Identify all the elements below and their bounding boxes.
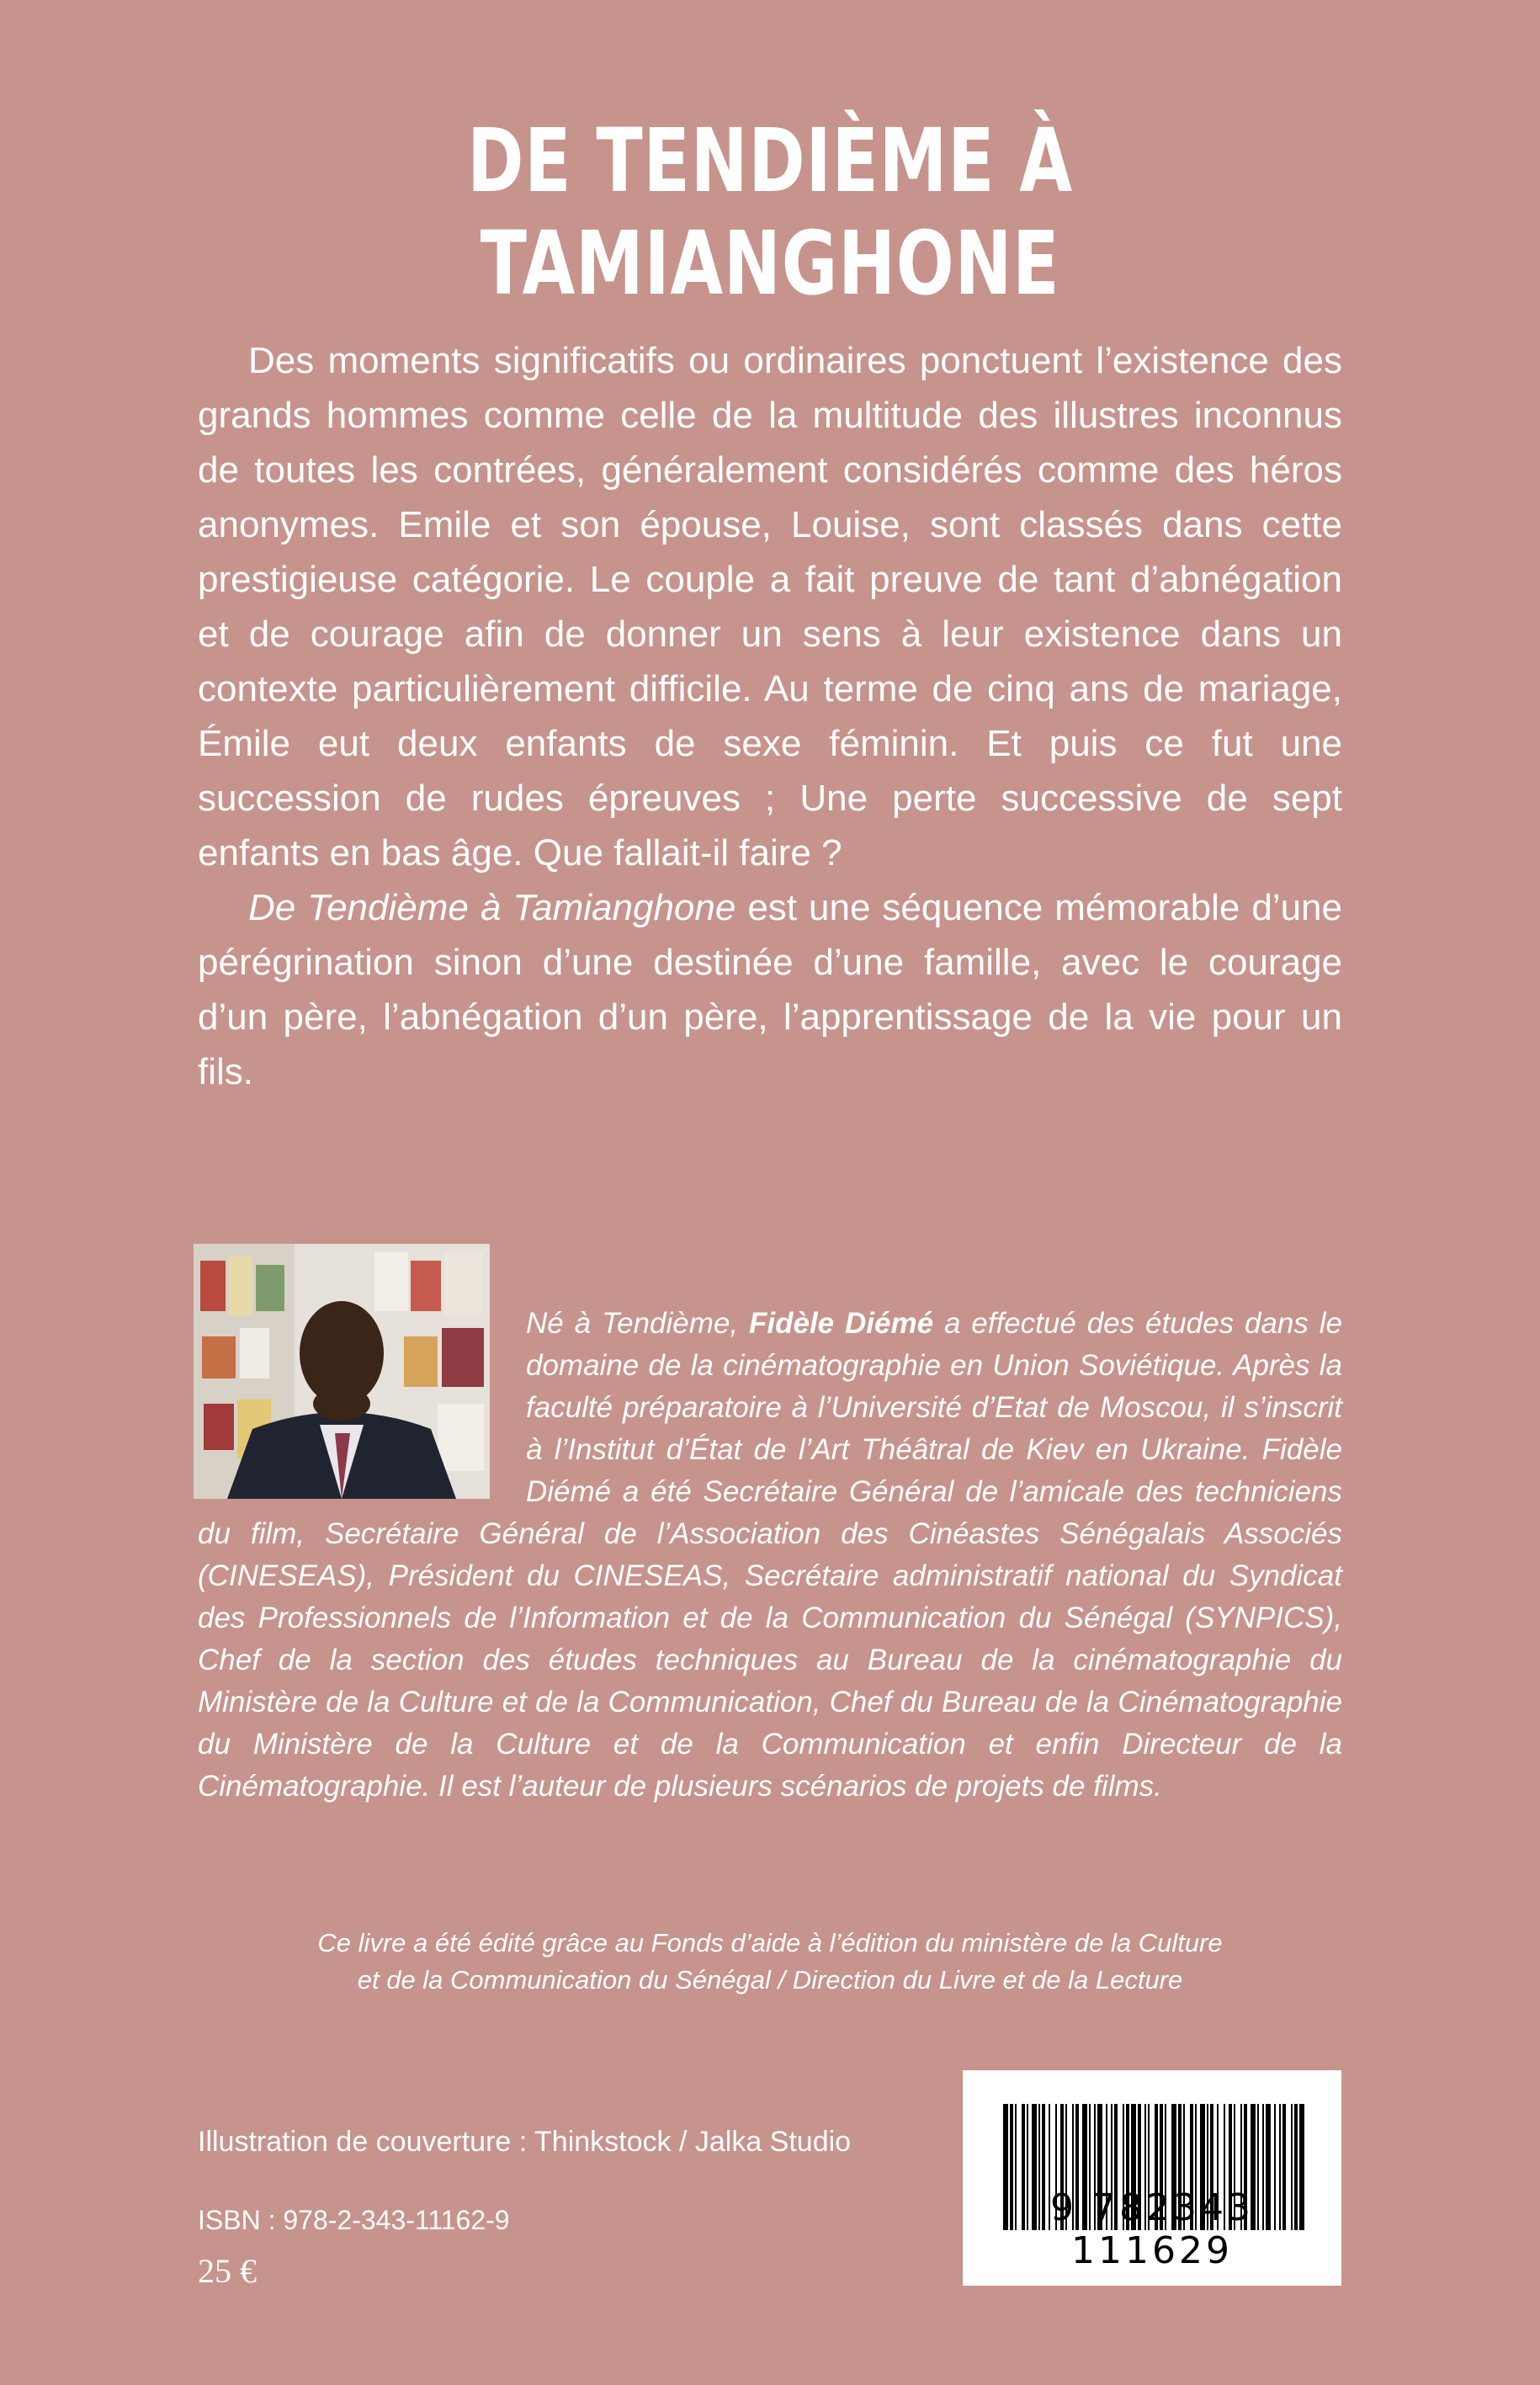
synopsis [198, 333, 1342, 1099]
funding-note-line-1: Ce livre a été édité grâce au Fonds d’aide à l’édition du ministère de la Culture [317, 1928, 1223, 1957]
author-bio [198, 1303, 1342, 1808]
illustration-credit: Illustration de couverture : Thinkstock / Jalka Studio [198, 2126, 852, 2158]
synopsis-paragraph-2 [198, 880, 1342, 1099]
bio-intro: Né à Tendième, [526, 1307, 749, 1340]
barcode [963, 2070, 1341, 2286]
author-name: Fidèle Diémé [749, 1307, 934, 1340]
book-title: DE TENDIÈME À TAMIANGHONE [467, 109, 1073, 315]
synopsis-paragraph-2-text: est une séquence mémorable d’une pérégrination sinon d’une destinée d’une famille, avec le courage d’un père, l’abnégation d’un père, l’apprentissage de la vie pour un fils. [198, 887, 1342, 1092]
price: 25 € [198, 2252, 257, 2290]
isbn: ISBN : 978-2-343-11162-9 [198, 2205, 510, 2235]
bio-text: a effectué des études dans le domaine de la cinématographie en Union Soviétique. Après la faculté préparatoire à l’Université d’Etat de Moscou, il s’inscrit à l’Institut d’État de l’Art Théâtral de Kiev en Ukraine. Fidèle Diémé a été Secrétaire Général de l’amicale des techniciens du film, Secrétaire Général de l’Association des Cinéastes Sénégalais Associés (CINESEAS), Président du CINESEAS, Secrétaire administratif national du Syndicat des Professionnels de l’Information et de la Communication du Sénégal (SYNPICS), Chef de la section des études techniques au Bureau de la cinématographie du Ministère de la Culture et de la Communication, Chef du Bureau de la Cinématographie du Ministère de la Culture et de la Communication et enfin Directeur de la Cinématographie. Il est l’auteur de plusieurs scénarios de projets de films. [198, 1307, 1343, 1803]
funding-note-line-2: et de la Communication du Sénégal / Direction du Livre et de la Lecture [357, 1965, 1183, 1995]
funding-note [198, 1925, 1342, 1999]
synopsis-paragraph-1: Des moments significatifs ou ordinaires ponctuent l’existence des grands hommes comme celle de la multitude des illustres inconnus de toutes les contrées, généralement considérés comme des héros anonymes. Emile et son épouse, Louise, sont classés dans cette prestigieuse catégorie. Le couple a fait preuve de tant d’abnégation et de courage afin de donner un sens à leur existence dans un contexte particulièrement difficile. Au terme de cinq ans de mariage, Émile eut deux enfants de sexe féminin. Et puis ce fut une succession de rudes épreuves ; Une perte successive de sept enfants en bas âge. Que fallait-il faire ? [198, 340, 1342, 874]
synopsis-book-title: De Tendième à Tamianghone [248, 887, 736, 928]
barcode-number: 9 782343 111629 [1050, 2186, 1254, 2272]
